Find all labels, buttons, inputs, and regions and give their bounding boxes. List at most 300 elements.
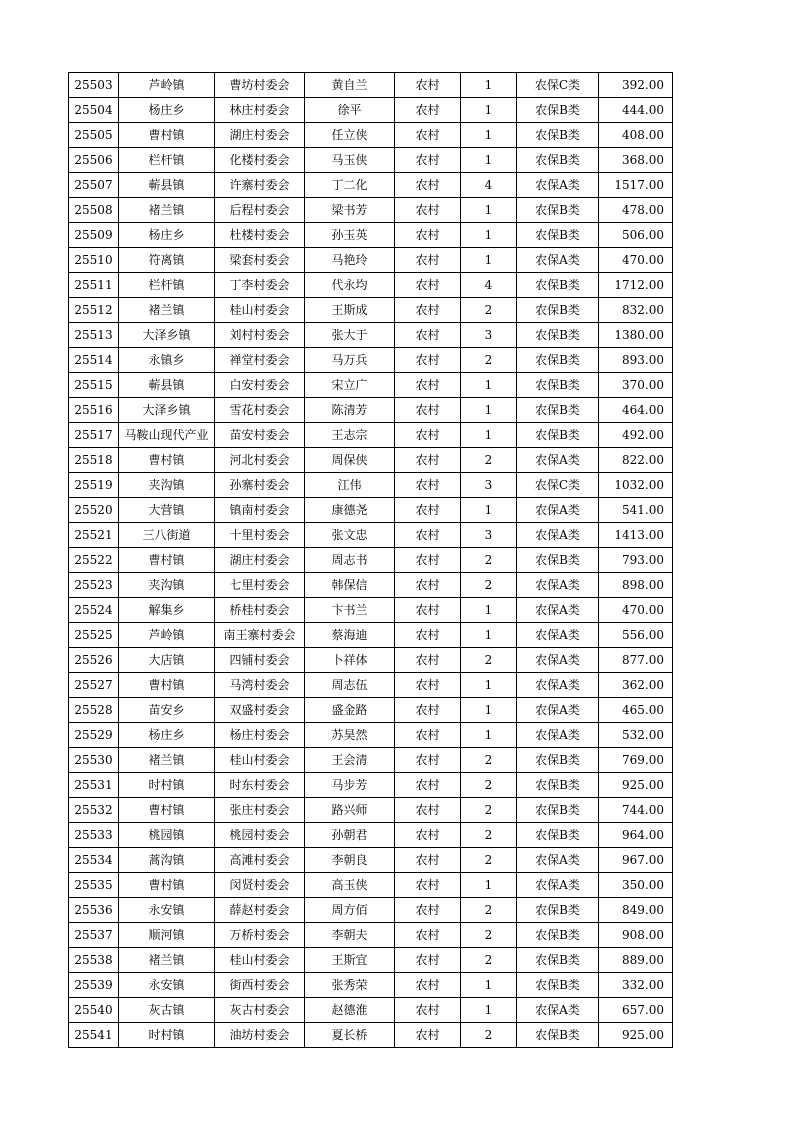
village-committee-cell: 雪花村委会 (215, 398, 305, 423)
household-count-cell: 2 (461, 648, 517, 673)
town-cell: 栏杆镇 (119, 148, 215, 173)
record-id-cell: 25503 (69, 73, 119, 98)
household-count-cell: 3 (461, 523, 517, 548)
record-id-cell: 25530 (69, 748, 119, 773)
household-count-cell: 1 (461, 673, 517, 698)
insurance-category-cell: 农保A类 (517, 173, 599, 198)
person-name-cell: 孙朝君 (305, 823, 395, 848)
amount-cell: 506.00 (599, 223, 673, 248)
amount-cell: 898.00 (599, 573, 673, 598)
person-name-cell: 路兴师 (305, 798, 395, 823)
amount-cell: 967.00 (599, 848, 673, 873)
insurance-category-cell: 农保B类 (517, 973, 599, 998)
insurance-category-cell: 农保A类 (517, 998, 599, 1023)
table-row (69, 773, 673, 798)
amount-cell: 925.00 (599, 773, 673, 798)
record-id-cell: 25507 (69, 173, 119, 198)
record-id-cell: 25518 (69, 448, 119, 473)
insurance-category-cell: 农保A类 (517, 673, 599, 698)
record-id-cell: 25539 (69, 973, 119, 998)
table-row (69, 923, 673, 948)
insurance-category-cell: 农保B类 (517, 298, 599, 323)
town-cell: 时村镇 (119, 773, 215, 798)
town-cell: 芦岭镇 (119, 623, 215, 648)
person-name-cell: 王斯宜 (305, 948, 395, 973)
household-count-cell: 2 (461, 1023, 517, 1048)
village-committee-cell: 林庄村委会 (215, 98, 305, 123)
household-count-cell: 1 (461, 873, 517, 898)
area-type-cell: 农村 (395, 298, 461, 323)
person-name-cell: 张文忠 (305, 523, 395, 548)
record-id-cell: 25510 (69, 248, 119, 273)
town-cell: 蕲县镇 (119, 373, 215, 398)
person-name-cell: 徐平 (305, 98, 395, 123)
records-table (68, 72, 673, 1048)
table-row (69, 648, 673, 673)
person-name-cell: 陈清芳 (305, 398, 395, 423)
record-id-cell: 25528 (69, 698, 119, 723)
insurance-category-cell: 农保B类 (517, 798, 599, 823)
amount-cell: 556.00 (599, 623, 673, 648)
person-name-cell: 赵德淮 (305, 998, 395, 1023)
table-row (69, 198, 673, 223)
amount-cell: 1517.00 (599, 173, 673, 198)
amount-cell: 370.00 (599, 373, 673, 398)
table-row (69, 473, 673, 498)
village-committee-cell: 杜楼村委会 (215, 223, 305, 248)
town-cell: 杨庄乡 (119, 723, 215, 748)
table-row (69, 823, 673, 848)
record-id-cell: 25516 (69, 398, 119, 423)
household-count-cell: 2 (461, 748, 517, 773)
amount-cell: 464.00 (599, 398, 673, 423)
household-count-cell: 1 (461, 398, 517, 423)
village-committee-cell: 南王寨村委会 (215, 623, 305, 648)
table-row (69, 998, 673, 1023)
household-count-cell: 1 (461, 623, 517, 648)
insurance-category-cell: 农保B类 (517, 548, 599, 573)
area-type-cell: 农村 (395, 998, 461, 1023)
insurance-category-cell: 农保B类 (517, 148, 599, 173)
amount-cell: 1413.00 (599, 523, 673, 548)
record-id-cell: 25512 (69, 298, 119, 323)
village-committee-cell: 桃园村委会 (215, 823, 305, 848)
area-type-cell: 农村 (395, 498, 461, 523)
amount-cell: 368.00 (599, 148, 673, 173)
area-type-cell: 农村 (395, 123, 461, 148)
town-cell: 大店镇 (119, 648, 215, 673)
village-committee-cell: 许寨村委会 (215, 173, 305, 198)
table-body (69, 73, 673, 1048)
household-count-cell: 1 (461, 373, 517, 398)
record-id-cell: 25525 (69, 623, 119, 648)
record-id-cell: 25517 (69, 423, 119, 448)
person-name-cell: 王斯成 (305, 298, 395, 323)
table-row (69, 948, 673, 973)
household-count-cell: 1 (461, 98, 517, 123)
village-committee-cell: 四铺村委会 (215, 648, 305, 673)
record-id-cell: 25536 (69, 898, 119, 923)
area-type-cell: 农村 (395, 323, 461, 348)
insurance-category-cell: 农保A类 (517, 648, 599, 673)
record-id-cell: 25514 (69, 348, 119, 373)
person-name-cell: 张大于 (305, 323, 395, 348)
table-row (69, 1023, 673, 1048)
village-committee-cell: 刘村村委会 (215, 323, 305, 348)
village-committee-cell: 桂山村委会 (215, 748, 305, 773)
table-row (69, 898, 673, 923)
person-name-cell: 夏长桥 (305, 1023, 395, 1048)
town-cell: 大营镇 (119, 498, 215, 523)
village-committee-cell: 时东村委会 (215, 773, 305, 798)
person-name-cell: 高玉侠 (305, 873, 395, 898)
record-id-cell: 25521 (69, 523, 119, 548)
town-cell: 灰古镇 (119, 998, 215, 1023)
record-id-cell: 25524 (69, 598, 119, 623)
village-committee-cell: 高滩村委会 (215, 848, 305, 873)
table-row (69, 73, 673, 98)
person-name-cell: 孙玉英 (305, 223, 395, 248)
village-committee-cell: 曹坊村委会 (215, 73, 305, 98)
table-row (69, 298, 673, 323)
town-cell: 蒿沟镇 (119, 848, 215, 873)
insurance-category-cell: 农保A类 (517, 623, 599, 648)
insurance-category-cell: 农保C类 (517, 73, 599, 98)
table-row (69, 373, 673, 398)
record-id-cell: 25526 (69, 648, 119, 673)
household-count-cell: 1 (461, 73, 517, 98)
person-name-cell: 马玉侠 (305, 148, 395, 173)
amount-cell: 465.00 (599, 698, 673, 723)
household-count-cell: 1 (461, 698, 517, 723)
town-cell: 杨庄乡 (119, 223, 215, 248)
person-name-cell: 周保侠 (305, 448, 395, 473)
household-count-cell: 1 (461, 248, 517, 273)
village-committee-cell: 薛赵村委会 (215, 898, 305, 923)
town-cell: 苗安乡 (119, 698, 215, 723)
village-committee-cell: 桥桂村委会 (215, 598, 305, 623)
person-name-cell: 周志书 (305, 548, 395, 573)
amount-cell: 350.00 (599, 873, 673, 898)
household-count-cell: 2 (461, 298, 517, 323)
area-type-cell: 农村 (395, 473, 461, 498)
town-cell: 曹村镇 (119, 873, 215, 898)
area-type-cell: 农村 (395, 873, 461, 898)
table-row (69, 323, 673, 348)
area-type-cell: 农村 (395, 198, 461, 223)
table-row (69, 723, 673, 748)
household-count-cell: 2 (461, 948, 517, 973)
town-cell: 曹村镇 (119, 448, 215, 473)
area-type-cell: 农村 (395, 98, 461, 123)
table-row (69, 98, 673, 123)
record-id-cell: 25534 (69, 848, 119, 873)
person-name-cell: 马艳玲 (305, 248, 395, 273)
amount-cell: 657.00 (599, 998, 673, 1023)
area-type-cell: 农村 (395, 773, 461, 798)
record-id-cell: 25532 (69, 798, 119, 823)
town-cell: 曹村镇 (119, 673, 215, 698)
area-type-cell: 农村 (395, 1023, 461, 1048)
household-count-cell: 1 (461, 598, 517, 623)
record-id-cell: 25511 (69, 273, 119, 298)
insurance-category-cell: 农保A类 (517, 248, 599, 273)
table-row (69, 498, 673, 523)
household-count-cell: 2 (461, 773, 517, 798)
table-row (69, 623, 673, 648)
town-cell: 永镇乡 (119, 348, 215, 373)
insurance-category-cell: 农保B类 (517, 223, 599, 248)
amount-cell: 478.00 (599, 198, 673, 223)
table-row (69, 798, 673, 823)
insurance-category-cell: 农保B类 (517, 948, 599, 973)
record-id-cell: 25540 (69, 998, 119, 1023)
household-count-cell: 2 (461, 348, 517, 373)
person-name-cell: 苏昊然 (305, 723, 395, 748)
table-row (69, 548, 673, 573)
insurance-category-cell: 农保A类 (517, 698, 599, 723)
household-count-cell: 4 (461, 273, 517, 298)
area-type-cell: 农村 (395, 348, 461, 373)
area-type-cell: 农村 (395, 173, 461, 198)
village-committee-cell: 镇南村委会 (215, 498, 305, 523)
household-count-cell: 2 (461, 448, 517, 473)
table-row (69, 148, 673, 173)
table-row (69, 248, 673, 273)
insurance-category-cell: 农保A类 (517, 498, 599, 523)
area-type-cell: 农村 (395, 648, 461, 673)
table-row (69, 223, 673, 248)
village-committee-cell: 万桥村委会 (215, 923, 305, 948)
insurance-category-cell: 农保B类 (517, 773, 599, 798)
person-name-cell: 韩保信 (305, 573, 395, 598)
record-id-cell: 25505 (69, 123, 119, 148)
person-name-cell: 卜祥体 (305, 648, 395, 673)
household-count-cell: 3 (461, 473, 517, 498)
record-id-cell: 25531 (69, 773, 119, 798)
insurance-category-cell: 农保B类 (517, 123, 599, 148)
household-count-cell: 1 (461, 223, 517, 248)
area-type-cell: 农村 (395, 823, 461, 848)
town-cell: 符离镇 (119, 248, 215, 273)
town-cell: 褚兰镇 (119, 298, 215, 323)
amount-cell: 1712.00 (599, 273, 673, 298)
town-cell: 蕲县镇 (119, 173, 215, 198)
amount-cell: 964.00 (599, 823, 673, 848)
amount-cell: 925.00 (599, 1023, 673, 1048)
household-count-cell: 2 (461, 798, 517, 823)
town-cell: 时村镇 (119, 1023, 215, 1048)
person-name-cell: 王志宗 (305, 423, 395, 448)
household-count-cell: 1 (461, 423, 517, 448)
record-id-cell: 25515 (69, 373, 119, 398)
person-name-cell: 代永均 (305, 273, 395, 298)
village-committee-cell: 张庄村委会 (215, 798, 305, 823)
insurance-category-cell: 农保B类 (517, 323, 599, 348)
household-count-cell: 1 (461, 998, 517, 1023)
household-count-cell: 2 (461, 923, 517, 948)
person-name-cell: 周志伍 (305, 673, 395, 698)
area-type-cell: 农村 (395, 623, 461, 648)
insurance-category-cell: 农保A类 (517, 848, 599, 873)
area-type-cell: 农村 (395, 523, 461, 548)
town-cell: 解集乡 (119, 598, 215, 623)
area-type-cell: 农村 (395, 898, 461, 923)
table-row (69, 598, 673, 623)
village-committee-cell: 马湾村委会 (215, 673, 305, 698)
person-name-cell: 马万兵 (305, 348, 395, 373)
record-id-cell: 25504 (69, 98, 119, 123)
record-id-cell: 25523 (69, 573, 119, 598)
village-committee-cell: 孙寨村委会 (215, 473, 305, 498)
household-count-cell: 3 (461, 323, 517, 348)
table-row (69, 848, 673, 873)
area-type-cell: 农村 (395, 148, 461, 173)
town-cell: 大泽乡镇 (119, 323, 215, 348)
village-committee-cell: 桂山村委会 (215, 948, 305, 973)
village-committee-cell: 后程村委会 (215, 198, 305, 223)
household-count-cell: 2 (461, 898, 517, 923)
insurance-category-cell: 农保A类 (517, 873, 599, 898)
household-count-cell: 2 (461, 548, 517, 573)
amount-cell: 492.00 (599, 423, 673, 448)
area-type-cell: 农村 (395, 448, 461, 473)
person-name-cell: 周方佰 (305, 898, 395, 923)
table-row (69, 348, 673, 373)
amount-cell: 832.00 (599, 298, 673, 323)
village-committee-cell: 河北村委会 (215, 448, 305, 473)
town-cell: 芦岭镇 (119, 73, 215, 98)
area-type-cell: 农村 (395, 398, 461, 423)
town-cell: 大泽乡镇 (119, 398, 215, 423)
insurance-category-cell: 农保B类 (517, 423, 599, 448)
person-name-cell: 康德尧 (305, 498, 395, 523)
table-row (69, 873, 673, 898)
insurance-category-cell: 农保A类 (517, 723, 599, 748)
insurance-category-cell: 农保B类 (517, 198, 599, 223)
area-type-cell: 农村 (395, 248, 461, 273)
table-row (69, 698, 673, 723)
amount-cell: 793.00 (599, 548, 673, 573)
insurance-category-cell: 农保A类 (517, 523, 599, 548)
village-committee-cell: 杨庄村委会 (215, 723, 305, 748)
town-cell: 三八街道 (119, 523, 215, 548)
area-type-cell: 农村 (395, 798, 461, 823)
household-count-cell: 1 (461, 148, 517, 173)
town-cell: 桃园镇 (119, 823, 215, 848)
person-name-cell: 宋立广 (305, 373, 395, 398)
village-committee-cell: 闵贤村委会 (215, 873, 305, 898)
household-count-cell: 1 (461, 498, 517, 523)
amount-cell: 470.00 (599, 248, 673, 273)
insurance-category-cell: 农保B类 (517, 923, 599, 948)
amount-cell: 889.00 (599, 948, 673, 973)
insurance-category-cell: 农保B类 (517, 898, 599, 923)
amount-cell: 822.00 (599, 448, 673, 473)
person-name-cell: 王会清 (305, 748, 395, 773)
amount-cell: 332.00 (599, 973, 673, 998)
amount-cell: 408.00 (599, 123, 673, 148)
village-committee-cell: 十里村委会 (215, 523, 305, 548)
household-count-cell: 2 (461, 573, 517, 598)
area-type-cell: 农村 (395, 73, 461, 98)
insurance-category-cell: 农保B类 (517, 273, 599, 298)
village-committee-cell: 化楼村委会 (215, 148, 305, 173)
insurance-category-cell: 农保B类 (517, 1023, 599, 1048)
town-cell: 曹村镇 (119, 548, 215, 573)
amount-cell: 1380.00 (599, 323, 673, 348)
record-id-cell: 25538 (69, 948, 119, 973)
village-committee-cell: 苗安村委会 (215, 423, 305, 448)
person-name-cell: 任立侠 (305, 123, 395, 148)
record-id-cell: 25513 (69, 323, 119, 348)
area-type-cell: 农村 (395, 223, 461, 248)
town-cell: 褚兰镇 (119, 748, 215, 773)
amount-cell: 893.00 (599, 348, 673, 373)
table-row (69, 273, 673, 298)
area-type-cell: 农村 (395, 373, 461, 398)
table-row (69, 123, 673, 148)
amount-cell: 362.00 (599, 673, 673, 698)
person-name-cell: 蔡海迪 (305, 623, 395, 648)
insurance-category-cell: 农保B类 (517, 373, 599, 398)
person-name-cell: 李朝夫 (305, 923, 395, 948)
village-committee-cell: 油坊村委会 (215, 1023, 305, 1048)
table-row (69, 423, 673, 448)
record-id-cell: 25537 (69, 923, 119, 948)
person-name-cell: 黄自兰 (305, 73, 395, 98)
amount-cell: 392.00 (599, 73, 673, 98)
area-type-cell: 农村 (395, 548, 461, 573)
record-id-cell: 25522 (69, 548, 119, 573)
record-id-cell: 25508 (69, 198, 119, 223)
town-cell: 褚兰镇 (119, 198, 215, 223)
town-cell: 曹村镇 (119, 123, 215, 148)
record-id-cell: 25519 (69, 473, 119, 498)
amount-cell: 444.00 (599, 98, 673, 123)
record-id-cell: 25527 (69, 673, 119, 698)
amount-cell: 744.00 (599, 798, 673, 823)
area-type-cell: 农村 (395, 698, 461, 723)
village-committee-cell: 湖庄村委会 (215, 548, 305, 573)
village-committee-cell: 湖庄村委会 (215, 123, 305, 148)
amount-cell: 877.00 (599, 648, 673, 673)
record-id-cell: 25535 (69, 873, 119, 898)
insurance-category-cell: 农保B类 (517, 748, 599, 773)
insurance-category-cell: 农保B类 (517, 348, 599, 373)
amount-cell: 532.00 (599, 723, 673, 748)
town-cell: 褚兰镇 (119, 948, 215, 973)
area-type-cell: 农村 (395, 723, 461, 748)
person-name-cell: 马步芳 (305, 773, 395, 798)
village-committee-cell: 灰古村委会 (215, 998, 305, 1023)
table-row (69, 448, 673, 473)
table-row (69, 398, 673, 423)
insurance-category-cell: 农保B类 (517, 98, 599, 123)
record-id-cell: 25541 (69, 1023, 119, 1048)
table-row (69, 973, 673, 998)
insurance-category-cell: 农保B类 (517, 398, 599, 423)
amount-cell: 908.00 (599, 923, 673, 948)
area-type-cell: 农村 (395, 748, 461, 773)
table-row (69, 573, 673, 598)
household-count-cell: 4 (461, 173, 517, 198)
person-name-cell: 卞书兰 (305, 598, 395, 623)
area-type-cell: 农村 (395, 573, 461, 598)
town-cell: 永安镇 (119, 973, 215, 998)
person-name-cell: 李朝良 (305, 848, 395, 873)
village-committee-cell: 双盛村委会 (215, 698, 305, 723)
